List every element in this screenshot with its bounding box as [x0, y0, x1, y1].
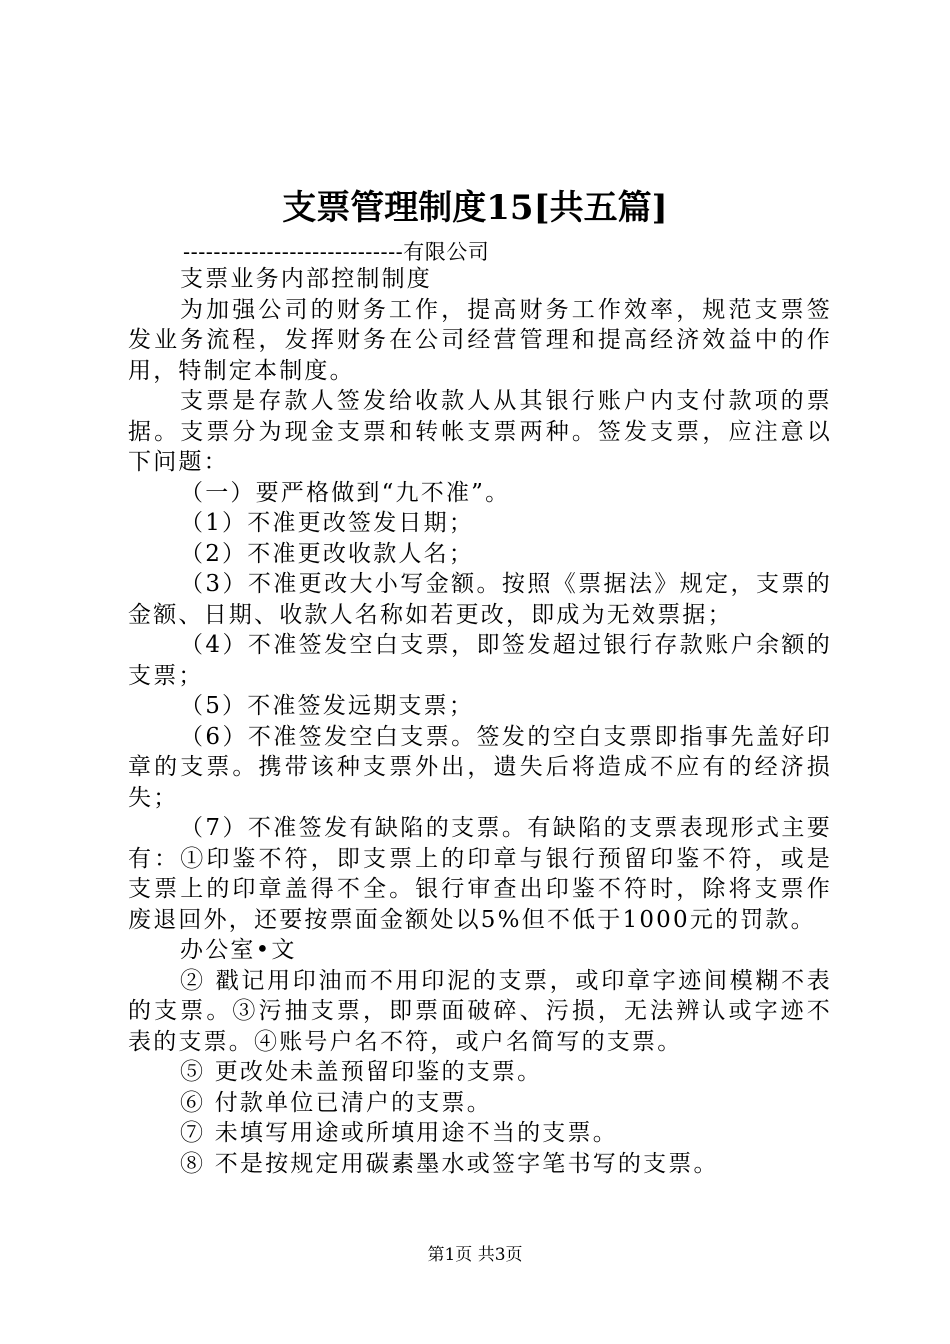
- company-line: -----------------------------有限公司: [183, 240, 490, 264]
- paragraph-heading: 支票业务内部控制制度: [180, 266, 432, 292]
- page-footer: 第1页 共3页: [427, 1245, 523, 1265]
- paragraph: （1）不准更改签发日期；: [180, 510, 475, 536]
- paragraph: 为加强公司的财务工作，提高财务工作效率，规范支票签发业务流程，发挥财务在公司经营管理和提高经济效益中的作用，特制定本制度。: [128, 296, 832, 384]
- paragraph: （2）不准更改收款人名；: [180, 540, 475, 567]
- paragraph: ② 戳记用印油而不用印泥的支票，或印章字迹间模糊不表的支票。③污抽支票，即票面破碎、污损，无法辨认或字迹不表的支票。④账号户名不符，或户名简写的支票。: [128, 967, 832, 1055]
- paragraph: （6）不准签发空白支票。签发的空白支票即指事先盖好印章的支票。携带该种支票外出，遗失后将造成不应有的经济损失；: [128, 723, 832, 811]
- paragraph: ⑦ 未填写用途或所填用途不当的支票。: [180, 1120, 618, 1146]
- paragraph: ⑤ 更改处未盖预留印鉴的支票。: [180, 1059, 543, 1085]
- document-title: 支票管理制度15[共五篇]: [282, 188, 668, 228]
- paragraph: （4）不准签发空白支票，即签发超过银行存款账户余额的支票；: [128, 632, 832, 689]
- paragraph: （3）不准更改大小写金额。按照《票据法》规定，支票的金额、日期、收款人名称如若更改，即成为无效票据；: [128, 571, 832, 628]
- paragraph: （5）不准签发远期支票；: [180, 693, 475, 719]
- paragraph: （一）要严格做到“九不准”。: [180, 479, 511, 506]
- paragraph: ⑧ 不是按规定用碳素墨水或签字笔书写的支票。: [180, 1150, 719, 1177]
- paragraph: 办公室•文: [180, 937, 297, 963]
- paragraph: ⑥ 付款单位已清户的支票。: [180, 1089, 492, 1116]
- paragraph: （7）不准签发有缺陷的支票。有缺陷的支票表现形式主要有：①印鉴不符，即支票上的印章与银行预留印鉴不符，或是支票上的印章盖得不全。银行审查出印鉴不符时，除将支票作废退回外，还要按票面金额处以5%但不低于1000元的罚款。: [128, 815, 832, 933]
- paragraph: 支票是存款人签发给收款人从其银行账户内支付款项的票据。支票分为现金支票和转帐支票两种。签发支票，应注意以下问题：: [128, 388, 832, 475]
- document-body: [128, 264, 832, 1179]
